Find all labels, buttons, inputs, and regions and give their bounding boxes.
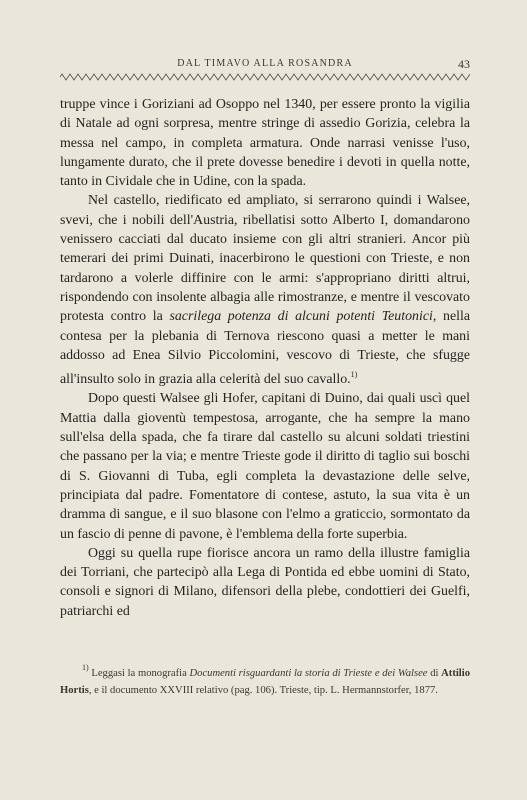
body-text [60,95,470,621]
footnote-text-b: di [427,668,442,679]
paragraph-2 [60,191,470,389]
footnote-text-c: , e il documento XXVIII relativo (pag. 106). Trieste, tip. L. Hermannstorfer, 1877. [88,685,438,696]
paragraph-1: truppe vince i Goriziani ad Osoppo nel 1340, per essere pronto la vigilia di Natale ad ogni sorpresa, mentre stringe di assedio Gorizia, celebra la messa nel campo, in completa armatura. Onde narrasi venisse l'uso, lungamente durato, che il prete dovesse benedire i devoti in quella notte, tanto in Cividale che in Udine, con la spada. [60,97,470,190]
footnotes [60,659,470,699]
wavy-rule-ornament [60,72,470,82]
paragraph-4: Oggi su quella rupe fiorisce ancora un ramo della illustre famiglia dei Torriani, che partecipò alla Lega di Pontida ed ebbe uomini di Stato, consoli e signori di Milano, difensori della plebe, condottieri dei Guelfi, patriarchi ed [60,545,470,619]
footnote-title: Documenti risguardanti la storia di Trieste e dei Walsee [189,668,428,679]
paragraph-2-text-b: nella contesa per la plebania di Ternova riescono quasi a metter le mani addosso ad Enea Silvio Piccolomini, vescovo di Trieste, che sfugge all'insulto solo in grazia alla celerità del suo cavallo. [60,309,471,388]
page-number: 43 [458,57,470,71]
paragraph-2-text-a: Nel castello, riedificato ed ampliato, si serrarono quindi i Walsee, svevi, che i nobili dell'Austria, ribellatisi sotto Alberto I, domandarono venissero cacciati dal ducato insieme con gli altri stranieri. Ancor più temerari dei primi Duinati, inacerbirono le questioni con Trieste, e non tardarono a volerle diffinire con le armi: s'appropriano diritti altrui, rispondendo con insolente albagia alle rimostranze, e mentre il vescovato protesta contro la [60,193,470,325]
running-title: DAL TIMAVO ALLA ROSANDRA [177,58,353,69]
footnote-marker: 1) [82,663,89,672]
footnote-reference: 1) [350,370,358,380]
footnote-1 [60,659,470,699]
paragraph-3: Dopo questi Walsee gli Hofer, capitani di Duino, dai quali uscì quel Mattia dalla gioventù tempestosa, arrogante, che ha sempre la mano sull'elsa della spada, che fa tirare dal castello su alcuni soldati triestini che passano per la via; e mentre Trieste gode il diritto di taglio sui boschi di S. Giovanni di Tuba, egli completa la devastazione delle selve, principiata dal padre. Fomentatore di contese, astuto, la sua vita è un dramma di sangue, e il suo blasone con l'elmo a graticcio, sormontato da un fascio di penne di pavone, è l'emblema della forte superbia. [60,391,470,542]
footnote-author: Attilio Hortis [60,668,470,696]
paragraph-2-italic: sacrilega potenza di alcuni potenti Teutonici, [169,309,437,325]
footnote-text-a: Leggasi la monografia [88,668,190,679]
